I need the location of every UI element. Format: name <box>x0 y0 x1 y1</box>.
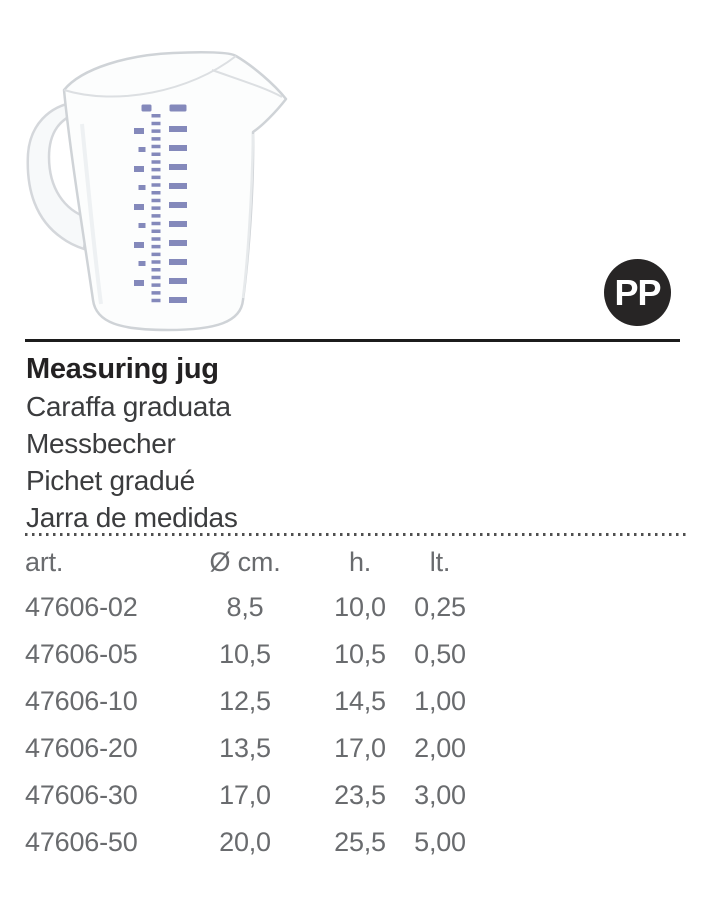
col-header-capacity: lt. <box>429 546 451 577</box>
product-name-fr: Pichet gradué <box>26 465 195 496</box>
cell-height: 23,5 <box>334 780 386 810</box>
cell-diameter: 12,5 <box>219 686 271 716</box>
product-title-en: Measuring jug <box>26 353 219 385</box>
measuring-jug-photo <box>18 42 308 342</box>
col-header-art: art. <box>25 546 64 577</box>
cell-capacity: 0,25 <box>414 592 466 622</box>
col-header-height: h. <box>348 546 372 577</box>
cell-diameter: 17,0 <box>219 780 271 810</box>
table-row <box>25 584 495 631</box>
product-name-it: Caraffa graduata <box>26 391 231 422</box>
spec-table <box>25 540 495 866</box>
table-row <box>25 631 495 678</box>
table-row <box>25 678 495 725</box>
cell-capacity: 1,00 <box>414 686 466 716</box>
cell-art: 47606-05 <box>25 639 138 669</box>
cell-height: 25,5 <box>334 827 386 857</box>
product-names <box>26 351 238 536</box>
cell-diameter: 10,5 <box>219 639 271 669</box>
table-row <box>25 772 495 819</box>
material-badge-pp <box>604 259 671 326</box>
product-name-de: Messbecher <box>26 428 176 459</box>
cell-capacity: 2,00 <box>414 733 466 763</box>
cell-art: 47606-50 <box>25 827 138 857</box>
table-row <box>25 819 495 866</box>
cell-capacity: 5,00 <box>414 827 466 857</box>
cell-art: 47606-10 <box>25 686 138 716</box>
cell-height: 17,0 <box>334 733 386 763</box>
table-row <box>25 725 495 772</box>
cell-diameter: 20,0 <box>219 827 271 857</box>
cell-height: 14,5 <box>334 686 386 716</box>
cell-diameter: 8,5 <box>226 592 264 622</box>
separator-rule <box>25 339 680 342</box>
cell-capacity: 0,50 <box>414 639 466 669</box>
col-header-diameter: Ø cm. <box>209 546 281 577</box>
cell-art: 47606-30 <box>25 780 138 810</box>
cell-height: 10,5 <box>334 639 386 669</box>
dotted-separator <box>25 533 690 536</box>
cell-diameter: 13,5 <box>219 733 271 763</box>
cell-art: 47606-20 <box>25 733 138 763</box>
table-header-row <box>25 540 495 584</box>
cell-art: 47606-02 <box>25 592 138 622</box>
cell-height: 10,0 <box>334 592 386 622</box>
material-badge-label: PP <box>614 271 661 313</box>
cell-capacity: 3,00 <box>414 780 466 810</box>
product-name-es: Jarra de medidas <box>26 502 238 533</box>
